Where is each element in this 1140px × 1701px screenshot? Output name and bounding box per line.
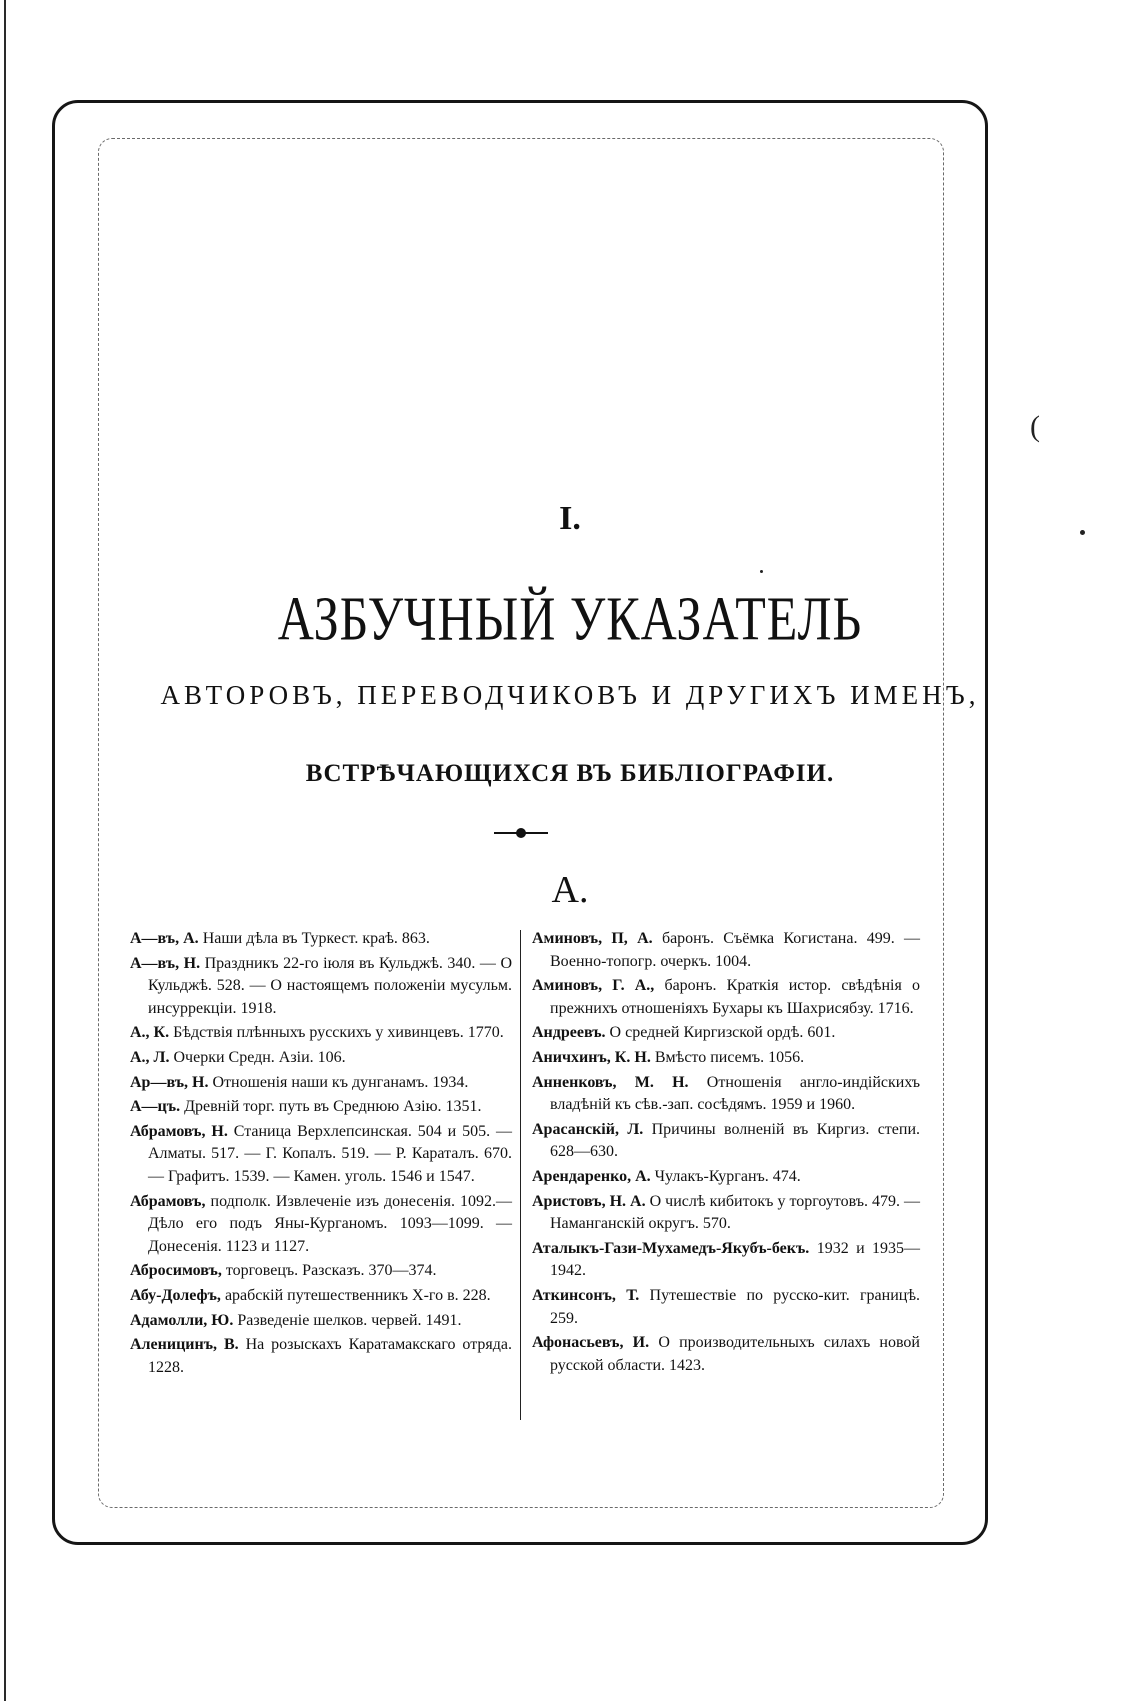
index-entry (130, 1047, 512, 1070)
subtitle-secondary: ВСТРѢЧАЮЩИХСЯ ВЪ БИБЛІОГРАФІИ. (305, 760, 835, 787)
index-entry (532, 1072, 920, 1117)
entry-text: Древній торг. путь въ Среднюю Азію. 1351. (184, 1098, 482, 1116)
section-numeral: I. (559, 500, 581, 537)
index-column-right (532, 928, 920, 1379)
entry-text: арабскій путешественникъ X-го в. 228. (224, 1286, 491, 1304)
index-entry (130, 953, 512, 1021)
index-entry (532, 1332, 920, 1377)
entry-text: Вмѣсто писемъ. 1056. (654, 1048, 805, 1066)
entry-name: А—въ, Н. (130, 954, 201, 972)
entry-name: Анненковъ, М. Н. (532, 1073, 689, 1091)
index-entry (532, 1047, 920, 1070)
entry-text: Путешествіе по русско-кит. границѣ. 259. (550, 1286, 920, 1327)
entry-text: Наши дѣла въ Туркест. краѣ. 863. (202, 930, 430, 947)
index-column-left (130, 928, 512, 1381)
entry-name: Абрамовъ, (130, 1192, 206, 1210)
entry-name: Абу-Долефъ, (130, 1286, 221, 1304)
entry-text: О числѣ кибитокъ у торгоутовъ. 479. — Наманганскій округъ. 570. (550, 1192, 921, 1233)
index-entry (532, 1238, 920, 1283)
index-entry (130, 1022, 512, 1045)
entry-name: Андреевъ. (532, 1024, 606, 1042)
entry-text: подполк. Извлеченіе изъ донесенія. 1092.—Дѣло его подъ Яны-Курганомъ. 1093—1099. — Донесенія. 1123 и 1127. (148, 1192, 512, 1255)
subtitle: АВТОРОВЪ, ПЕРЕВОДЧИКОВЪ И ДРУГИХЪ ИМЕНЪ, (160, 680, 980, 710)
index-entry (130, 1310, 512, 1333)
entry-text: Очерки Средн. Азіи. 106. (173, 1048, 346, 1066)
entry-text: Разведеніе шелков. червей. 1491. (237, 1311, 462, 1329)
index-entry (130, 1096, 512, 1119)
entry-name: Афонасьевъ, И. (532, 1334, 650, 1352)
entry-name: Аминовъ, П, А. (532, 930, 653, 947)
index-entry (130, 1121, 512, 1189)
ornament-dot (516, 828, 526, 838)
index-entry (130, 1334, 512, 1379)
entry-name: А., К. (130, 1024, 170, 1042)
entry-text: баронъ. Съёмка Когистана. 499. — Военно-топогр. очеркъ. 1004. (550, 930, 921, 970)
entry-name: Аничхинъ, К. Н. (532, 1048, 651, 1066)
entry-text: О средней Киргизской ордѣ. 601. (609, 1024, 836, 1042)
ornament-divider (494, 828, 548, 838)
entry-text: Станица Верхлепсинская. 504 и 505. — Алматы. 517. — Г. Копалъ. 519. — Р. Караталъ. 670. — Графитъ. 1539. — Камен. уголь. 1546 и 1547. (148, 1122, 513, 1185)
entry-name: Абросимовъ, (130, 1262, 222, 1280)
letter-heading: А. (551, 869, 589, 911)
index-entry (532, 975, 920, 1020)
index-entry (532, 1022, 920, 1045)
entry-text: Чулакъ-Курганъ. 474. (654, 1167, 801, 1185)
index-entry (130, 1260, 512, 1283)
entry-name: А—цъ. (130, 1098, 181, 1116)
stray-mark: ( (1030, 410, 1040, 443)
scan-edge-line (4, 0, 6, 1701)
entry-name: Аткинсонъ, Т. (532, 1286, 640, 1304)
index-entry (532, 1191, 920, 1236)
entry-name: Аристовъ, Н. А. (532, 1192, 646, 1210)
index-entry (130, 928, 512, 951)
entry-name: Арендаренко, А. (532, 1167, 651, 1185)
entry-text: Отношенія англо-индійскихъ владѣній къ сѣв.-зап. сосѣдямъ. 1959 и 1960. (550, 1073, 921, 1114)
entry-text: 1932 и 1935—1942. (550, 1239, 921, 1280)
stray-dot (1080, 530, 1085, 535)
index-entry (532, 1119, 920, 1164)
index-entry (130, 1072, 512, 1095)
entry-text: На розыскахъ Каратамакскаго отряда. 1228. (148, 1336, 513, 1376)
entry-text: Праздникъ 22-го іюля въ Кульджѣ. 340. — О Кульджѣ. 528. — О настоящемъ положеніи мусульм. инсуррекціи. 1918. (148, 954, 513, 1017)
entry-text: торговецъ. Разсказъ. 370—374. (225, 1262, 437, 1280)
entry-name: А., Л. (130, 1048, 170, 1066)
entry-text: Отношенія наши къ дунганамъ. 1934. (212, 1073, 469, 1091)
entry-text: Бѣдствія плѣнныхъ русскихъ у хивинцевъ. 1770. (173, 1024, 504, 1042)
entry-text: О производительныхъ силахъ новой русской области. 1423. (550, 1334, 920, 1374)
entry-name: Абрамовъ, Н. (130, 1122, 228, 1140)
entry-name: А—въ, А. (130, 930, 199, 947)
index-entry (532, 1166, 920, 1189)
entry-text: Причины волненій въ Киргиз. степи. 628—630. (550, 1120, 921, 1161)
stray-dot (760, 570, 763, 573)
index-entry (532, 1285, 920, 1330)
entry-name: Аталыкъ-Гази-Мухамедъ-Якубъ-бекъ. (532, 1239, 810, 1257)
entry-name: Адамолли, Ю. (130, 1311, 234, 1329)
column-divider (520, 930, 521, 1420)
entry-name: Арасанскій, Л. (532, 1120, 644, 1138)
entry-text: баронъ. Краткія истор. свѣдѣнія о прежнихъ отношеніяхъ Бухары къ Шахрисябзу. 1716. (550, 977, 921, 1017)
entry-name: Ар—въ, Н. (130, 1073, 209, 1091)
index-entry (130, 1285, 512, 1308)
index-entry (130, 1191, 512, 1259)
entry-name: Аленицинъ, В. (130, 1336, 239, 1354)
entry-name: Аминовъ, Г. А., (532, 977, 655, 995)
index-entry (532, 928, 920, 973)
page-title: АЗБУЧНЫЙ УКАЗАТЕЛЬ (277, 583, 863, 654)
